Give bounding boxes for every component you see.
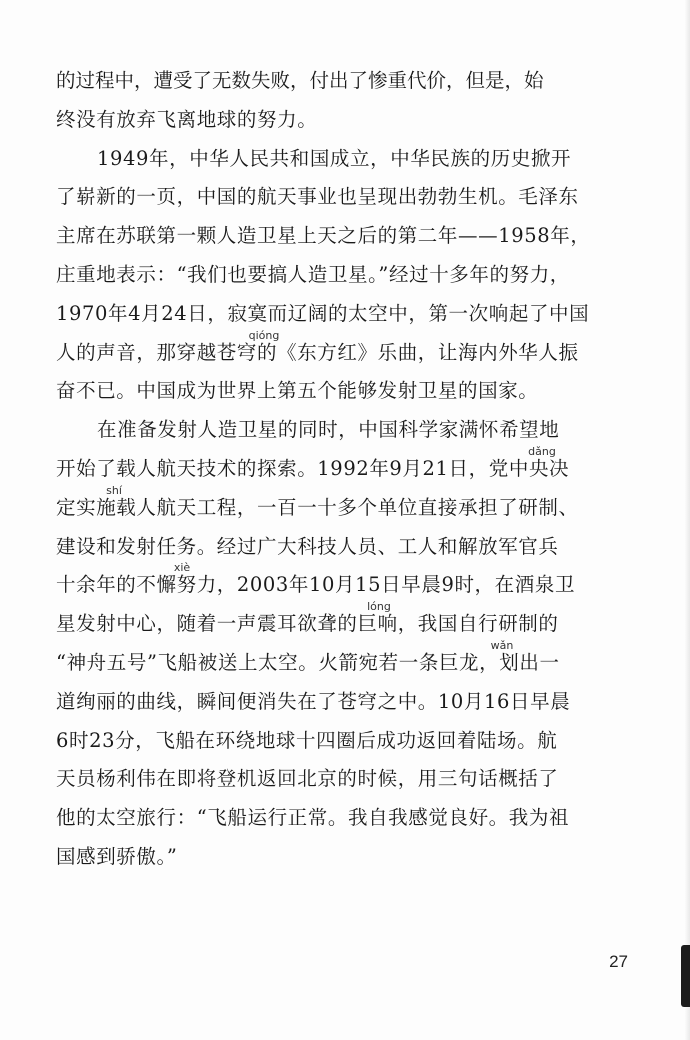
- text-line: 6时23分，飞船在环绕地球十四圈后成功返回着陆场。航: [56, 728, 558, 752]
- text-line-with-pinyin: [56, 328, 638, 373]
- text-line: 建设和发射任务。经过广大科技人员、工人和解放军官兵: [56, 534, 559, 558]
- text-line: 主席在苏联第一颗人造卫星上天之后的第二年——1958年，: [56, 224, 591, 248]
- text-line: 庄重地表示：“我们也要搞人造卫星。”经过十多年的努力，: [56, 262, 570, 286]
- text-line: “神舟五号”飞船被送上太空。火箭宛若一条巨龙，划出一: [56, 650, 560, 674]
- text-line: 的过程中，遭受了无数失败，付出了惨重代价，但是，始: [56, 69, 544, 92]
- text-line: 在准备发射人造卫星的同时，中国科学家满怀希望地: [97, 418, 560, 442]
- text-line: 十余年的不懈努力，2003年10月15日早晨9时，在酒泉卫: [56, 573, 576, 597]
- body-text: [56, 62, 638, 877]
- text-line-with-pinyin: [56, 638, 638, 683]
- text-line-with-pinyin: [56, 483, 638, 528]
- pinyin-annotation: lóng: [367, 600, 391, 614]
- page-edge-shadow: [684, 0, 690, 1040]
- text-line: 开始了载人航天技术的探索。1992年9月21日，党中央决: [56, 456, 570, 480]
- text-line: 国感到骄傲。”: [56, 844, 178, 868]
- text-line: 人的声音，那穿越苍穹的《东方红》乐曲，让海内外华人振: [56, 340, 579, 364]
- text-line: 奋不已。中国成为世界上第五个能够发射卫星的国家。: [56, 379, 539, 403]
- pinyin-annotation: qióng: [248, 328, 280, 342]
- pinyin-annotation: shí: [106, 483, 122, 497]
- text-line: 星发射中心，随着一声震耳欲聋的巨响，我国自行研制的: [56, 612, 559, 636]
- text-line: 定实施载人航天工程，一百一十多个单位直接承担了研制、: [56, 495, 579, 519]
- pinyin-annotation: xiè: [173, 561, 191, 575]
- page-edge-tab: [681, 945, 690, 1007]
- text-line: 他的太空旅行：“飞船运行正常。我自我感觉良好。我为祖: [56, 806, 570, 830]
- text-line-with-pinyin: [56, 600, 638, 644]
- pinyin-annotation: wǎn: [490, 638, 514, 652]
- page-number: 27: [609, 952, 628, 971]
- text-line: 天员杨利伟在即将登机返回北京的时候，用三句话概括了: [56, 767, 559, 791]
- pinyin-annotation: dǎng: [528, 444, 556, 458]
- text-line: 终没有放弃飞离地球的努力。: [56, 107, 318, 131]
- text-line-with-pinyin: [56, 444, 638, 489]
- text-line-with-pinyin: [56, 561, 638, 605]
- text-line: 道绚丽的曲线，瞬间便消失在了苍穹之中。10月16日早晨: [56, 689, 571, 713]
- text-line: 1949年，中华人民共和国成立，中华民族的历史掀开: [97, 146, 572, 170]
- text-line: 了崭新的一页，中国的航天事业也呈现出勃勃生机。毛泽东: [56, 185, 579, 209]
- text-line: 1970年4月24日，寂寞而辽阔的太空中，第一次响起了中国: [56, 301, 590, 325]
